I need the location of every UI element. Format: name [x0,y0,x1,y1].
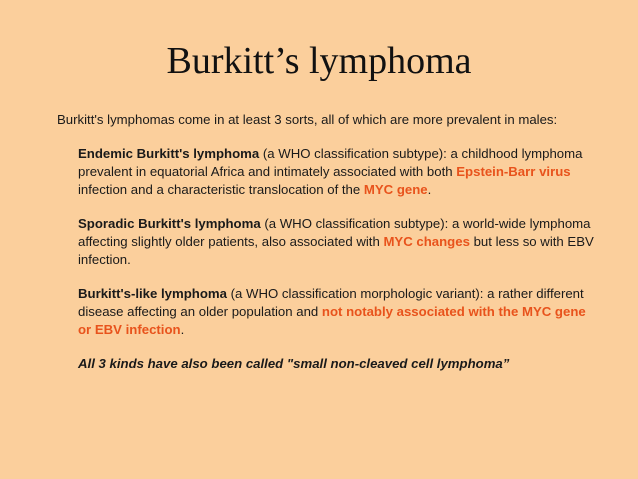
sporadic-text-2: but less so with EBV infection. [78,234,594,267]
myc-gene-link[interactable]: MYC gene [363,182,428,197]
not-associated-highlight: not notably associated with the MYC gene or EBV infection [78,304,586,337]
epstein-barr-virus-link[interactable]: Epstein-Barr virus [456,164,571,179]
sporadic-text-1: (a WHO classification subtype): a world-wide lymphoma affecting slightly older patients, also associated with [78,216,591,249]
burkitt-like-term: Burkitt's-like lymphoma [78,286,227,301]
slide-body [57,111,602,373]
sporadic-paragraph [78,215,602,269]
burkitt-like-text-1: (a WHO classification morphologic variant): a rather different disease affecting an older population and [78,286,584,319]
burkitt-like-paragraph [78,285,602,339]
sporadic-term: Sporadic Burkitt's lymphoma [78,216,261,231]
endemic-term: Endemic Burkitt's lymphoma [78,146,260,161]
slide-title: Burkitt’s lymphoma [166,40,472,82]
intro-paragraph: Burkitt's lymphomas come in at least 3 sorts, all of which are more prevalent in males: [57,112,558,127]
myc-changes-link[interactable]: MYC changes [383,234,470,249]
endemic-text-3: . [427,182,432,197]
endemic-text-2: infection and a characteristic translocation of the [78,182,364,197]
endemic-text-1: (a WHO classification subtype): a childhood lymphoma prevalent in equatorial Africa and intimately associated with both [78,146,583,179]
endemic-paragraph [78,145,602,199]
closing-statement: All 3 kinds have also been called "small non-cleaved cell lymphoma” [78,356,510,371]
burkitt-like-text-2: . [180,322,185,337]
